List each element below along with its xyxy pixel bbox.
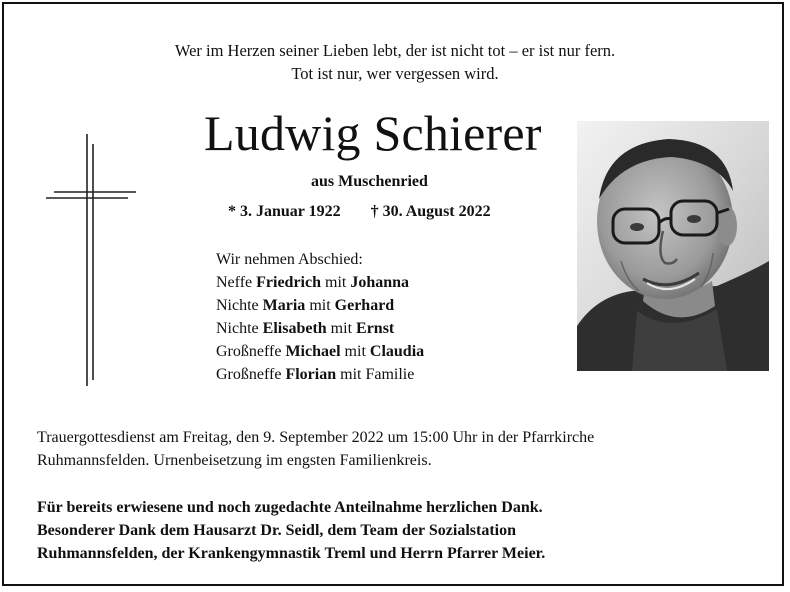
farewell-intro: Wir nehmen Abschied: (216, 251, 363, 268)
thanks-notice (37, 496, 777, 565)
mourner-partner: Familie (365, 366, 415, 383)
mourner-name: Florian (285, 366, 337, 383)
mourner-partner: Gerhard (334, 297, 395, 314)
mourner-name: Maria (262, 297, 306, 314)
mourner-row (216, 294, 424, 317)
thanks-line-2: Besonderer Dank dem Hausarzt Dr. Seidl, dem Team der Sozialstation (37, 522, 516, 539)
deceased-name: Ludwig Schierer (204, 105, 542, 161)
mourner-relation: Großneffe (216, 366, 282, 383)
mourner-relation: Nichte (216, 297, 259, 314)
mourner-relation: Neffe (216, 274, 253, 291)
mourner-connector: mit (340, 366, 362, 383)
mourner-connector: mit (330, 320, 353, 337)
mourner-name: Elisabeth (262, 320, 327, 337)
mourner-row (216, 317, 424, 340)
birth-date: * 3. Januar 1922 (228, 203, 341, 220)
mourner-partner: Johanna (350, 274, 410, 291)
service-line-2: Ruhmannsfelden. Urnenbeisetzung im engsten Familienkreis. (37, 452, 432, 469)
quote-line-2: Tot ist nur, wer vergessen wird. (291, 64, 499, 83)
death-date: † 30. August 2022 (370, 203, 491, 220)
quote-line-1: Wer im Herzen seiner Lieben lebt, der ist nicht tot – er ist nur fern. (174, 41, 616, 60)
mourner-connector: mit (309, 297, 331, 314)
mourner-row (216, 363, 424, 386)
mourner-row (216, 271, 424, 294)
mourner-partner: Claudia (369, 343, 425, 360)
mourner-name: Michael (285, 343, 341, 360)
farewell-block (216, 248, 424, 386)
portrait-photo (577, 121, 769, 371)
mourner-relation: Großneffe (216, 343, 282, 360)
life-dates (228, 201, 548, 223)
thanks-line-3: Ruhmannsfelden, der Krankengymnastik Treml und Herrn Pfarrer Meier. (37, 545, 546, 562)
cross-icon (40, 130, 140, 392)
mourner-name: Friedrich (256, 274, 321, 291)
mourner-row (216, 340, 424, 363)
deceased-origin: aus Muschenried (311, 173, 428, 190)
mourner-connector: mit (344, 343, 366, 360)
thanks-line-1: Für bereits erwiesene und noch zugedachte Anteilnahme herzlichen Dank. (37, 499, 543, 516)
mourner-relation: Nichte (216, 320, 259, 337)
service-notice (37, 426, 757, 472)
service-line-1: Trauergottesdienst am Freitag, den 9. September 2022 um 15:00 Uhr in der Pfarrkirche (37, 429, 595, 446)
mourner-connector: mit (325, 274, 347, 291)
mourner-partner: Ernst (356, 320, 395, 337)
